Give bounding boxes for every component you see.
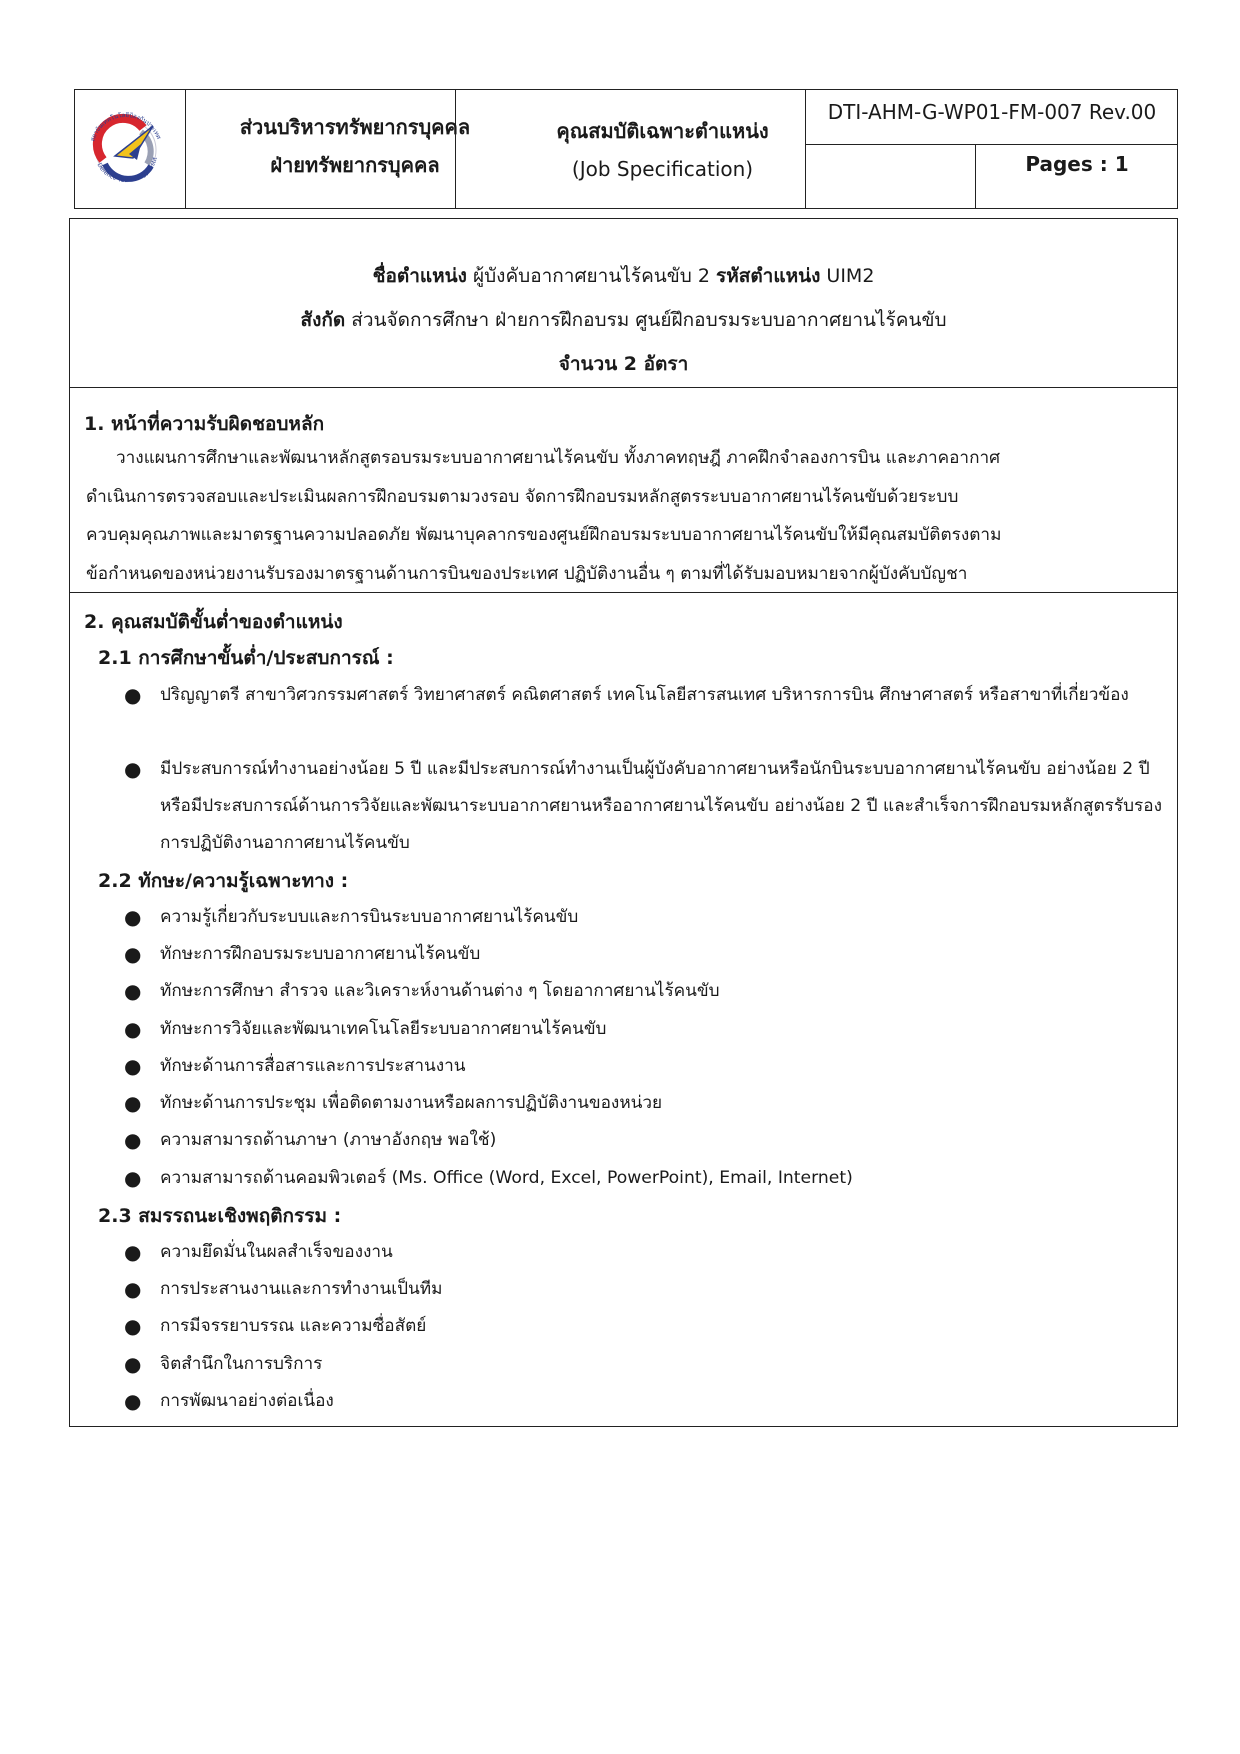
svg-text:สถาบันเทคโนโลยีป้องกันประเทศ: สถาบันเทคโนโลยีป้องกันประเทศ (89, 111, 163, 143)
section-divider (70, 387, 1177, 388)
org-line-1: ส่วนบริหารทรัพยากรบุคคล (239, 115, 471, 139)
paragraph-line: วางแผนการศึกษาและพัฒนาหลักสูตรอบรมระบบอากาศยานไร้คนขับ ทั้งภาคทฤษฎี ภาคฝึกจำลองการบิน และภาคอากาศ (116, 448, 1001, 468)
position-count: จำนวน 2 อัตรา (558, 353, 689, 375)
bullet-icon: ● (124, 905, 142, 929)
svg-text:Defence Technology Institute: Defence Technology Instit (95, 156, 160, 185)
department-value: ส่วนจัดการศึกษา ฝ่ายการฝึกอบรม ศูนย์ฝึกอบรมระบบอากาศยานไร้คนขับ (351, 309, 947, 331)
bullet-icon: ● (124, 1314, 142, 1338)
institute-logo (81, 98, 171, 198)
document-number: DTI-AHM-G-WP01-FM-007 Rev.00 (827, 100, 1157, 124)
position-code-label: รหัสตำแหน่ง (716, 265, 821, 287)
position-name-value: ผู้บังคับอากาศยานไร้คนขับ 2 (472, 265, 710, 287)
paragraph-line: ข้อกำหนดของหน่วยงานรับรองมาตรฐานด้านการบินของประเทศ ปฏิบัติงานอื่น ๆ ตามที่ได้รับมอบหมายจากผู้บังคับบัญชา (86, 563, 968, 584)
bullet-icon: ● (124, 1166, 142, 1190)
bullet-icon: ● (124, 1389, 142, 1413)
department-label: สังกัด (300, 309, 346, 331)
section-divider (70, 592, 1177, 593)
section-1-paragraph (86, 439, 1166, 593)
doc-title-en: (Job Specification) (571, 157, 754, 181)
position-name-label: ชื่อตำแหน่ง (372, 265, 467, 287)
page-count: Pages : 1 (1025, 152, 1129, 176)
subsection-2-1-heading: 2.1 การศึกษาขั้นต่ำ/ประสบการณ์ : (98, 647, 394, 669)
position-code-value: UIM2 (826, 265, 875, 287)
paragraph-line: ดำเนินการตรวจสอบและประเมินผลการฝึกอบรมตามวงรอบ จัดการฝึกอบรมหลักสูตรระบบอากาศยานไร้คนขับด้วยระบบ (86, 486, 959, 507)
bullet-icon: ● (124, 1277, 142, 1301)
position-department-line (70, 305, 1177, 335)
doc-title-th: คุณสมบัติเฉพาะตำแหน่ง (556, 119, 769, 143)
org-line-2: ฝ่ายทรัพยากรบุคคล (270, 153, 440, 177)
bullet-icon: ● (124, 1017, 142, 1041)
bullet-icon: ● (124, 1352, 142, 1376)
job-specification-body: ชื่อตำแหน่ง ผู้บังคับอากาศยานไร้คนขับ 2 รหัสตำแหน่ง UIM2 สังกัด ส่วนจัดการศึกษา ฝ่ายการฝึกอบรม ศูนย์ฝึกอบรมระบบอากาศยานไร้คนขับ จำนวน 2 อัตรา 1. หน้าที่ความรับผิดชอบหลัก วางแผนการศึกษาและพัฒนาหลักสูตรอบรมระบบอากาศยานไร้คนขับ ทั้งภาคทฤษฎี ภาคฝึกจำลองการบิน และภาคอากาศ ดำเนินการตรวจสอบและประเมินผลการฝึกอบรมตามวงรอบ จัดการฝึกอบรมหลักสูตรระบบอากาศยานไร้คนขับด้วยระบบ ควบคุมคุณภาพและมาตรฐานความปลอดภัย พัฒนาบุคลากรของศูนย์ฝึกอบรมระบบอากาศยานไร้คนขับให้มีคุณสมบัติตรงตาม ข้อกำหนดของหน่วยงานรับรองมาตรฐานด้านการบินของประเทศ ปฏิบัติงานอื่น ๆ ตามที่ได้รับมอบหมายจากผู้บังคับบัญชา 2. คุณสมบัติขั้นต่ำของตำแหน่ง 2.1 การศึกษาขั้นต่ำ/ประสบการณ์ : ● ปริญญาตรี สาขาวิศวกรรมศาสตร์ วิทยาศาสตร์ คณิตศาสตร์ เทคโนโลยีสารสนเทศ บริหารการบิน ศึกษาศาสตร์ หรือสาขาที่เกี่ยวข้อง ● มีประสบการณ์ทำงานอย่างน้อย 5 ปี และมีประสบการณ์ทำงานเป็นผู้บังคับอากาศยานหรือนักบินระบบอากาศยานไร้คนขับ อย่างน้อย 2 ปี หรือมีประสบการณ์ด้านการวิจัยและพัฒนาระบบอากาศยานหรืออากาศยานไร้คนขับ อย่างน้อย 2 ปี และสำเร็จการฝึกอบรมหลักสูตรรับรองการปฏิบัติงานอากาศยานไร้คนขับ 2.2 ทักษะ/ความรู้เฉพาะทาง : ● ความรู้เกี่ยวกับระบบและการบินระบบอากาศยานไร้คนขับ ● ทักษะการฝึกอบรมระบบอากาศยานไร้คนขับ ● ทักษะการศึกษา สำรวจ และวิเคราะห์งานด้านต่าง ๆ โดยอากาศยานไร้คนขับ ● ทักษะการวิจัยและพัฒนาเทคโนโลยีระบบอากาศยานไร้คนขับ ● ทักษะด้านการสื่อสารและการประสานงาน ● ทักษะด้านการประชุม เพื่อติดตามงานหรือผลการปฏิบัติงานของหน่วย ● ความสามารถด้านภาษา (ภาษาอังกฤษ พอใช้) ● ความสามารถด้านคอมพิวเตอร์ (Ms. Office (Word, Excel, PowerPoint), Email, Internet) 2.3 สมรรถนะเชิงพฤติกรรม : ● ความยึดมั่นในผลสำเร็จของงาน ● การประสานงานและการทำงานเป็นทีม ● การมีจรรยาบรรณ และความซื่อสัตย์ ● จิตสำนึกในการบริการ ● การพัฒนาอย่างต่อเนื่อง (69, 218, 1178, 1427)
bullet-icon: ● (124, 1091, 142, 1115)
document-header (74, 89, 1178, 209)
bullet-icon: ● (124, 942, 142, 966)
bullet-icon: ● (124, 1054, 142, 1078)
section-1-heading: 1. หน้าที่ความรับผิดชอบหลัก (84, 413, 325, 435)
position-count-line (70, 349, 1177, 379)
bullet-icon: ● (124, 979, 142, 1003)
section-2-heading: 2. คุณสมบัติขั้นต่ำของตำแหน่ง (84, 611, 343, 633)
bullet-icon: ● (124, 757, 142, 781)
bullet-icon: ● (124, 683, 142, 707)
subsection-2-3-heading: 2.3 สมรรถนะเชิงพฤติกรรม : (98, 1205, 342, 1227)
bullet-icon: ● (124, 1240, 142, 1264)
bullet-icon: ● (124, 1128, 142, 1152)
subsection-2-2-heading: 2.2 ทักษะ/ความรู้เฉพาะทาง : (98, 870, 349, 892)
paragraph-line: ควบคุมคุณภาพและมาตรฐานความปลอดภัย พัฒนาบุคลากรของศูนย์ฝึกอบรมระบบอากาศยานไร้คนขับให้มีคุณสมบัติตรงตาม (86, 525, 1002, 545)
position-title-line (70, 261, 1177, 291)
